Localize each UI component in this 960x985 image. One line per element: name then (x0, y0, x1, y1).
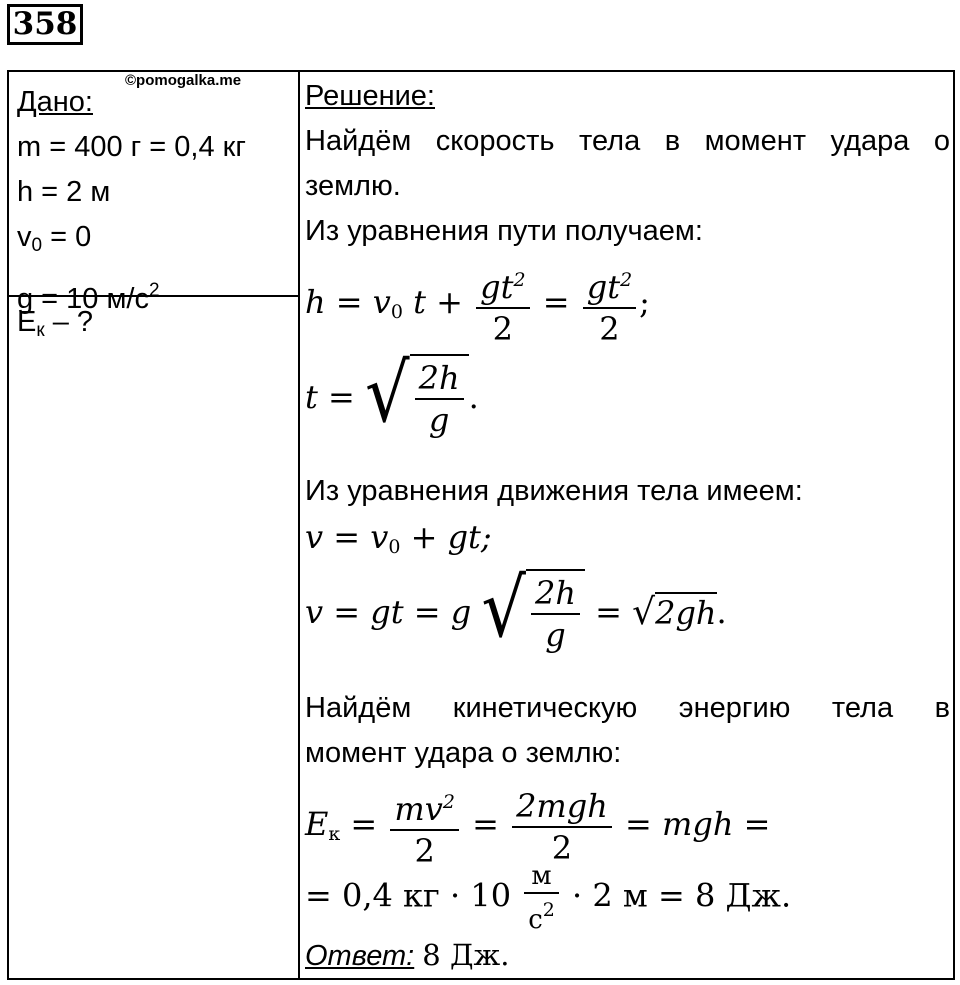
formula-velocity-final: v = gt = g √ $\frac{2h}{g}$ = √2gh. (305, 561, 727, 656)
solution-text-4b: момент удара о землю: (305, 737, 622, 769)
fraction-mv2-over-2: $\frac{mv^2}{2}$ (390, 782, 459, 871)
given-height: h = 2 м (17, 176, 111, 208)
given-section (17, 80, 292, 322)
given-mass: m = 400 г = 0,4 кг (17, 131, 246, 163)
solution-table (7, 70, 955, 980)
fraction-gt2-over-2-b: $\frac{gt^2}{2}$ (583, 260, 636, 349)
fraction-2mgh-over-2: $\frac{\text{2mgh}}{2}$ (512, 786, 612, 868)
solution-title: Решение: (305, 80, 435, 112)
solution-text-3: Из уравнения движения тела имеем: (305, 475, 803, 507)
solution-text-4: Найдём кинетическую энергию тела в (305, 692, 950, 724)
given-initial-velocity: $v_0 = 0$ (17, 221, 92, 256)
solution-text-1b: землю. (305, 170, 401, 202)
watermark: ©pomogalka.me (125, 72, 242, 89)
solution-text-1: Найдём скорость тела в момент удара о (305, 125, 950, 157)
formula-velocity: $v = v_0$ + gt; (305, 518, 492, 558)
formula-path: $h = v_0$ t + $\frac{gt^2}{2}$ = $\frac{gt^2}{2}$ ; (305, 260, 650, 349)
find-section: $E_к$ – ? (17, 306, 94, 341)
unit-fraction: $\frac{м}{с^2}$ (524, 860, 559, 936)
fraction-gt2-over-2: $\frac{gt^2}{2}$ (476, 260, 529, 349)
sqrt-2gh: √2gh (632, 591, 717, 633)
given-title: Дано: (17, 86, 93, 118)
sqrt-2h-over-g-b: √ $\frac{2h}{g}$ (481, 569, 585, 655)
problem-number: 358 (7, 4, 83, 45)
formula-time: t = √ $\frac{2h}{g}$ . (305, 346, 479, 441)
given-gravity: g = 10 $м/с^2$ (17, 280, 160, 315)
formula-kinetic-energy: $E_к$ = $\frac{mv^2}{2}$ = $\frac{\text{2mgh}}{2}$ = mgh = (305, 782, 770, 871)
column-divider (298, 72, 300, 978)
answer-line: Ответ: 8 Дж. (305, 938, 510, 972)
formula-calculation: = 0,4 кг · 10 $\frac{м}{с^2}$ · 2 м = 8 Дж. (305, 861, 792, 935)
sqrt-2h-over-g: √ $\frac{2h}{g}$ (365, 354, 469, 440)
solution-text-2: Из уравнения пути получаем: (305, 215, 703, 247)
